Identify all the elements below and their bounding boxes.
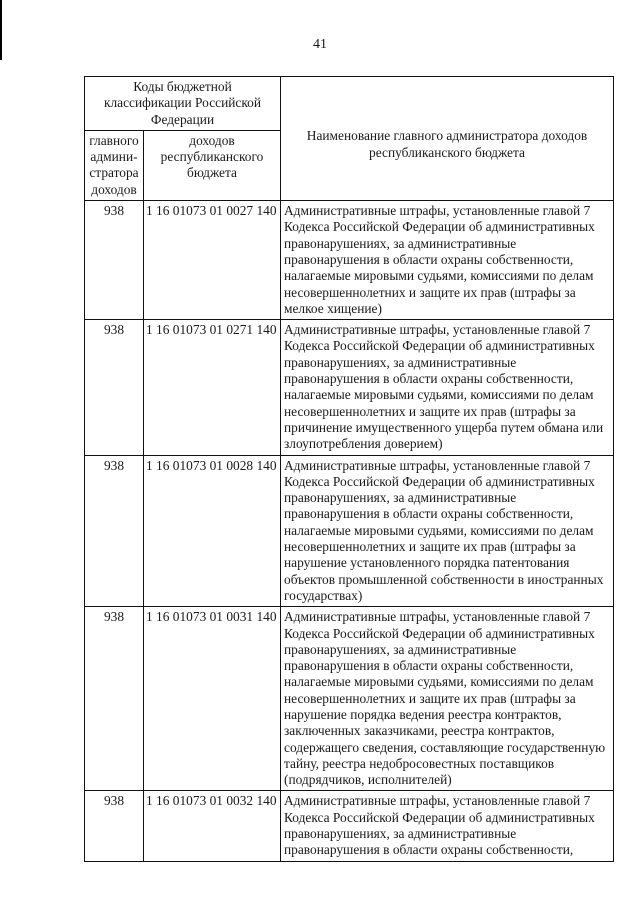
table-row — [85, 791, 614, 861]
income-code-cell: 1 16 01073 01 0031 140 — [144, 607, 281, 791]
table-row — [85, 201, 614, 320]
admin-code-cell: 938 — [85, 607, 144, 791]
admin-code-cell: 938 — [85, 455, 144, 607]
revenue-name-cell: Административные штрафы, установленные главой 7 Кодекса Российской Федерации об административных правонарушениях, за административные правонарушения в области охраны собственности, налагаемые мировыми судьями, комиссиями по делам несовершеннолетних и защите их прав (штрафы за нарушение порядка ведения реестра контрактов, заключенных заказчиками, реестра контрактов, содержащего сведения, составляющие государственную тайну, реестра недобросовестных поставщиков (подрядчиков, исполнителей) — [281, 607, 614, 791]
admin-code-cell: 938 — [85, 791, 144, 861]
income-code-cell: 1 16 01073 01 0271 140 — [144, 320, 281, 455]
table-row — [85, 607, 614, 791]
header-income-column: доходов республиканского бюджета — [144, 130, 281, 200]
scan-edge — [0, 0, 2, 905]
income-code-cell: 1 16 01073 01 0027 140 — [144, 201, 281, 320]
budget-classification-table — [84, 76, 614, 862]
revenue-name-cell: Административные штрафы, установленные главой 7 Кодекса Российской Федерации об административных правонарушениях, за административные правонарушения в области охраны собственности, — [281, 791, 614, 861]
table-row — [85, 455, 614, 607]
admin-code-cell: 938 — [85, 201, 144, 320]
admin-code-cell: 938 — [85, 320, 144, 455]
header-codes-group: Коды бюджетной классификации Российской Федерации — [85, 77, 281, 131]
income-code-cell: 1 16 01073 01 0028 140 — [144, 455, 281, 607]
header-name-column: Наименование главного администратора доходов республиканского бюджета — [281, 77, 614, 201]
table-row — [85, 320, 614, 455]
revenue-name-cell: Административные штрафы, установленные главой 7 Кодекса Российской Федерации об административных правонарушениях, за административные правонарушения в области охраны собственности, налагаемые мировыми судьями, комиссиями по делам несовершеннолетних и защите их прав (штрафы за причинение имущественного ущерба путем обмана или злоупотребления доверием) — [281, 320, 614, 455]
page-number: 41 — [313, 37, 327, 52]
revenue-name-cell: Административные штрафы, установленные главой 7 Кодекса Российской Федерации об административных правонарушениях, за административные правонарушения в области охраны собственности, налагаемые мировыми судьями, комиссиями по делам несовершеннолетних и защите их прав (штрафы за мелкое хищение) — [281, 201, 614, 320]
revenue-name-cell: Административные штрафы, установленные главой 7 Кодекса Российской Федерации об административных правонарушениях, за административные правонарушения в области охраны собственности, налагаемые мировыми судьями, комиссиями по делам несовершеннолетних и защите их прав (штрафы за нарушение установленного порядка патентования объектов промышленной собственности в иностранных государствах) — [281, 455, 614, 607]
header-admin-column: главного админи-стратора доходов — [85, 130, 144, 200]
income-code-cell: 1 16 01073 01 0032 140 — [144, 791, 281, 861]
